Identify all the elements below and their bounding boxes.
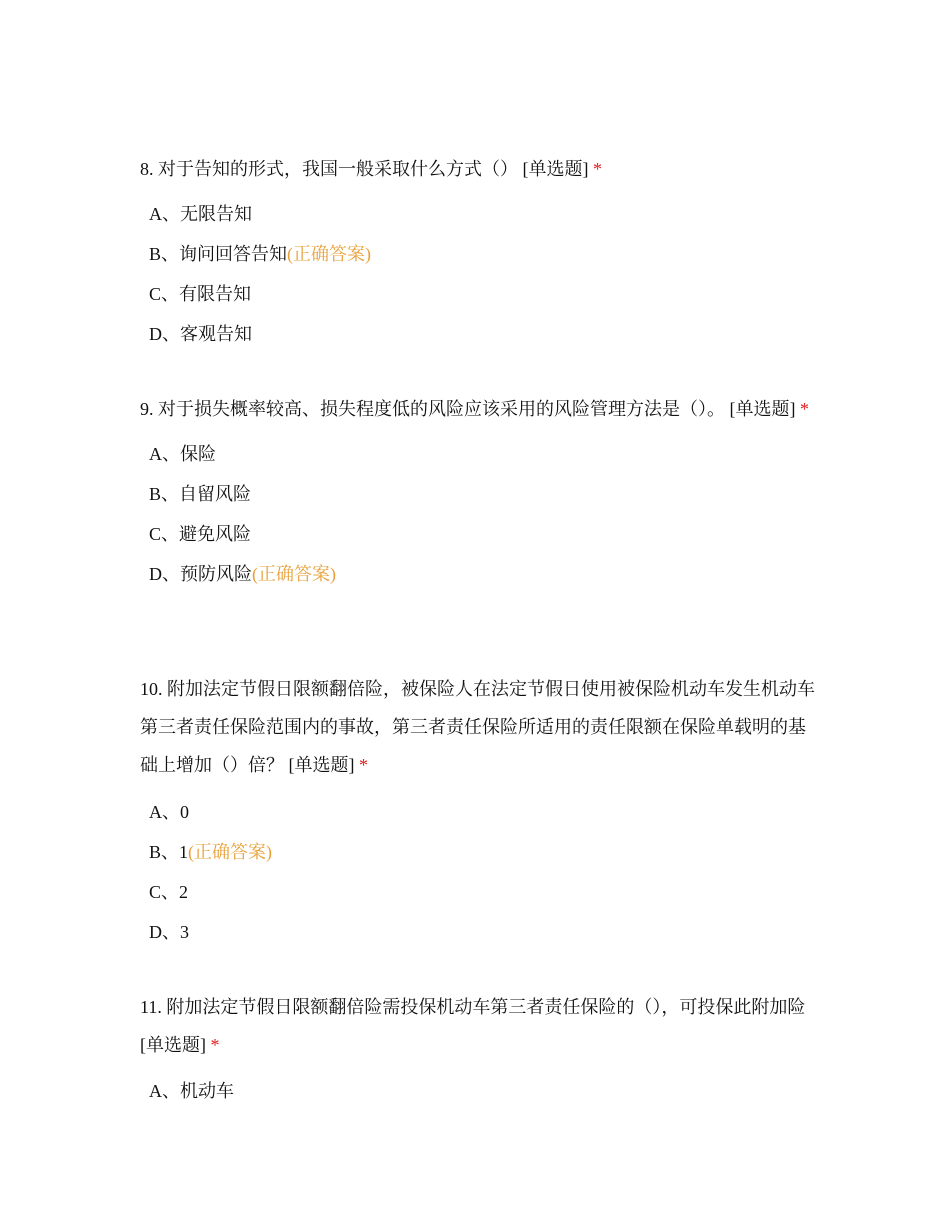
option-a[interactable] xyxy=(140,194,820,234)
option-d[interactable] xyxy=(140,912,820,952)
option-a[interactable] xyxy=(140,434,820,474)
question-title xyxy=(140,988,820,1064)
question-text: 10. 附加法定节假日限额翻倍险，被保险人在法定节假日使用被保险机动车发生机动车第三者责任保险范围内的事故，第三者责任保险所适用的责任限额在保险单载明的基础上增加（）倍？ [单选题] xyxy=(140,679,815,775)
correct-answer-note: (正确答案) xyxy=(252,564,336,584)
option-text: D、预防风险 xyxy=(149,564,252,584)
option-a[interactable] xyxy=(140,1071,820,1111)
question-9 xyxy=(140,390,820,594)
option-b[interactable] xyxy=(140,832,820,872)
question-title xyxy=(140,390,820,428)
required-mark: * xyxy=(593,159,602,179)
question-title xyxy=(140,670,820,784)
option-text: B、自留风险 xyxy=(149,484,252,504)
question-title xyxy=(140,150,820,188)
correct-answer-note: (正确答案) xyxy=(287,244,372,264)
correct-answer-note: (正确答案) xyxy=(188,842,273,862)
option-a[interactable] xyxy=(140,792,820,832)
option-text: C、避免风险 xyxy=(149,524,252,544)
option-text: D、3 xyxy=(149,922,189,942)
option-list xyxy=(140,434,820,594)
option-c[interactable] xyxy=(140,274,820,314)
option-text: A、0 xyxy=(149,802,189,822)
option-d[interactable] xyxy=(140,314,820,354)
question-text: 8. 对于告知的形式，我国一般采取什么方式（） [单选题] xyxy=(140,159,593,179)
required-mark: * xyxy=(359,755,368,775)
required-mark: * xyxy=(210,1035,220,1055)
required-mark: * xyxy=(800,399,809,419)
option-c[interactable] xyxy=(140,514,820,554)
option-b[interactable] xyxy=(140,234,820,274)
option-list xyxy=(140,792,820,952)
question-text: 9. 对于损失概率较高、损失程度低的风险应该采用的风险管理方法是（）。 [单选题] xyxy=(140,399,800,419)
option-text: A、机动车 xyxy=(149,1081,234,1101)
question-text: 11. 附加法定节假日限额翻倍险需投保机动车第三者责任保险的（），可投保此附加险 [单选题] xyxy=(140,997,806,1055)
option-list xyxy=(140,194,820,354)
option-list xyxy=(140,1071,820,1111)
option-text: C、有限告知 xyxy=(149,284,252,304)
option-text: D、客观告知 xyxy=(149,324,252,344)
option-c[interactable] xyxy=(140,872,820,912)
question-11 xyxy=(140,988,820,1111)
option-text: A、保险 xyxy=(149,444,216,464)
option-text: B、1 xyxy=(149,842,189,862)
question-10 xyxy=(140,670,820,952)
option-text: A、无限告知 xyxy=(149,204,252,224)
option-d[interactable] xyxy=(140,554,820,594)
option-text: B、询问回答告知 xyxy=(149,244,288,264)
option-text: C、2 xyxy=(149,882,189,902)
question-8 xyxy=(140,150,820,354)
option-b[interactable] xyxy=(140,474,820,514)
